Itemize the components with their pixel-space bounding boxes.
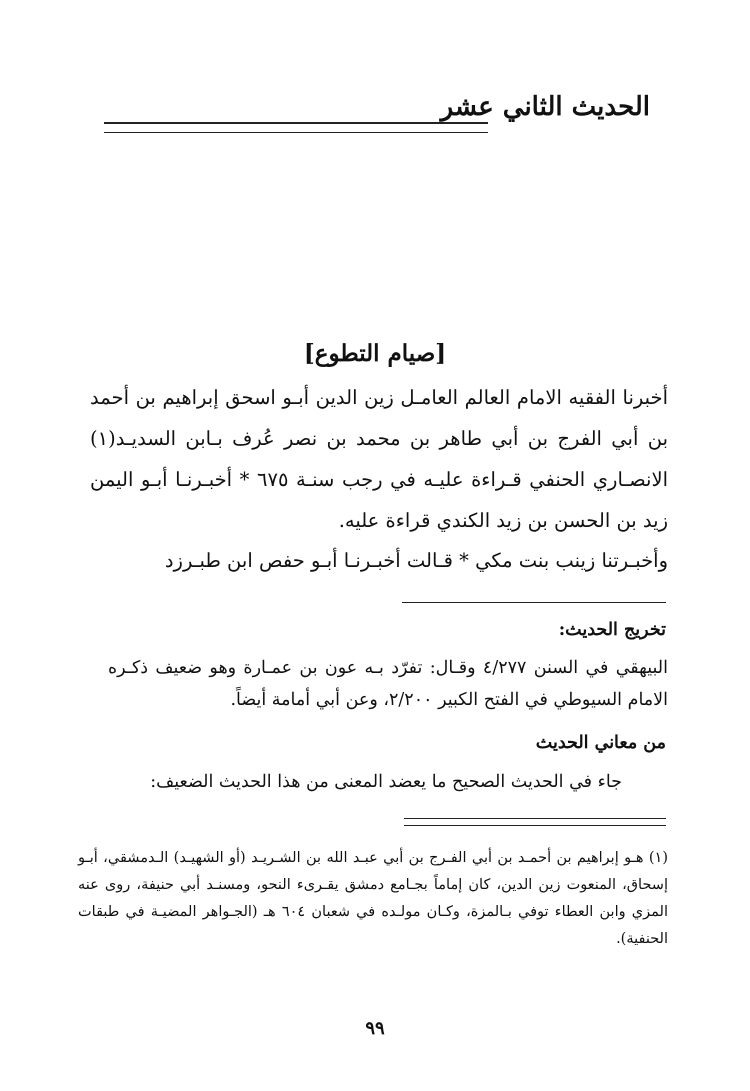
meanings-text: جاء في الحديث الصحيح ما يعضد المعنى من هذا الحديث الضعيف: bbox=[150, 772, 622, 792]
takhrij-text: البيهقي في السنن ٤/٢٧٧ وقـال: تفرّد بـه عون بن عمـارة وهو ضعيف ذكـره الامام السيوطي في الفتح الكبير ٢/٢٠٠، وعن أبي أمامة أيضاً. bbox=[108, 658, 668, 710]
footnote: (١) هـو إبراهيم بن أحمـد بن أبي الفـرج بن أبي عبـد الله بن الشـريـد (أو الشهيـد) الـدمشقي، أبـو إسحاق، المنعوت زين الدين، كان إماماً بجـامع دمشق يقـرىء النحو، ومسنـد أبي حنيفة، روى عنه المزي وابن العطاء توفي بـالمزة، وكـان مولـده في شعبان ٦٠٤ هـ (الجـواهر المضيـة في طبقات الحنفية). bbox=[78, 850, 668, 947]
meanings-heading: من معاني الحديث bbox=[535, 733, 666, 753]
page-number: ٩٩ bbox=[365, 1018, 385, 1039]
isnad-paragraph-1: أخبرنا الفقيه الامام العالم العامـل زين الدين أبـو اسحق إبراهيم بن أحمد بن أبي الفرج بن أبي طاهر بن محمد بن نصر عُرف بـابن السديـد(١) الانصـاري الحنفي قـراءة عليـه في رجب سنـة ٦٧٥ * أخبـرنـا أبـو اليمن زيد بن الحسن بن زيد الكندي قراءة عليه. bbox=[90, 386, 668, 532]
takhrij-heading: تخريج الحديث: bbox=[558, 620, 666, 640]
section-title: [صيام التطوع] bbox=[303, 340, 447, 367]
section-divider bbox=[402, 602, 666, 603]
chapter-title: الحديث الثاني عشر bbox=[440, 92, 650, 122]
header-rule bbox=[104, 122, 488, 133]
footnote-divider bbox=[404, 818, 666, 826]
isnad-paragraph-2: وأخبـرتنا زينب بنت مكي * قـالت أخبـرنـا أبـو حفص ابن طبـرزد bbox=[164, 549, 668, 572]
